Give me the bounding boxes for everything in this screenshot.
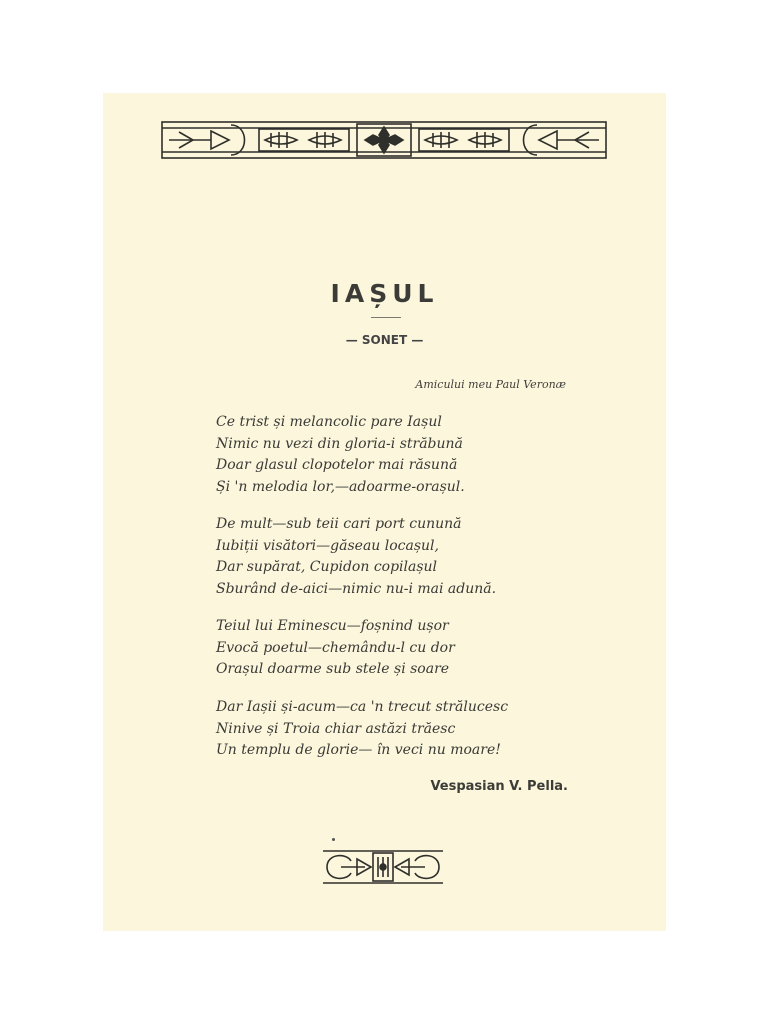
poem-line: Nimic nu vezi din gloria-i străbună [216,435,463,452]
top-ornament-icon [161,119,607,161]
poem-line: Teiul lui Eminescu—foșnind ușor [216,618,449,634]
ink-dot [332,838,335,841]
poem-line: Iubiții visători—găseau locașul, [216,537,439,554]
stanza-3 [216,616,455,681]
poem-author: Vespasian V. Pella. [430,779,568,794]
stanza-1 [216,412,465,498]
poem-line: Și 'n melodia lor,—adoarme-orașul. [216,478,465,495]
poem-line: Un templu de glorie— în veci nu moare! [216,742,501,758]
stanza-4 [216,697,508,762]
title-divider [371,317,401,318]
book-page [103,93,666,931]
poem-line: Doar glasul clopotelor mai răsună [216,457,458,473]
bottom-ornament-icon [321,845,445,889]
poem-line: Evocă poetul—chemându-l cu dor [216,639,455,656]
poem-line: De mult—sub teii cari port cunună [216,516,462,532]
poem-line: Orașul doarme sub stele și soare [216,661,450,677]
stanza-2 [216,514,496,600]
poem-line: Ce trist și melancolic pare Iașul [216,414,442,430]
poem-line: Sburând de-aici—nimic nu-i mai adună. [216,580,497,597]
poem-subtitle: — SONET — [345,333,424,347]
poem-dedication: Amicului meu Paul Veronæ [415,378,566,391]
poem-line: Ninive și Troia chiar astăzi trăesc [216,720,456,737]
poem-line: Dar Iașii și-acum—ca 'n trecut strălucesc [216,699,509,715]
poem-line: Dar supărat, Cupidon copilașul [216,559,438,575]
poem-title: IAȘUL [330,279,439,308]
